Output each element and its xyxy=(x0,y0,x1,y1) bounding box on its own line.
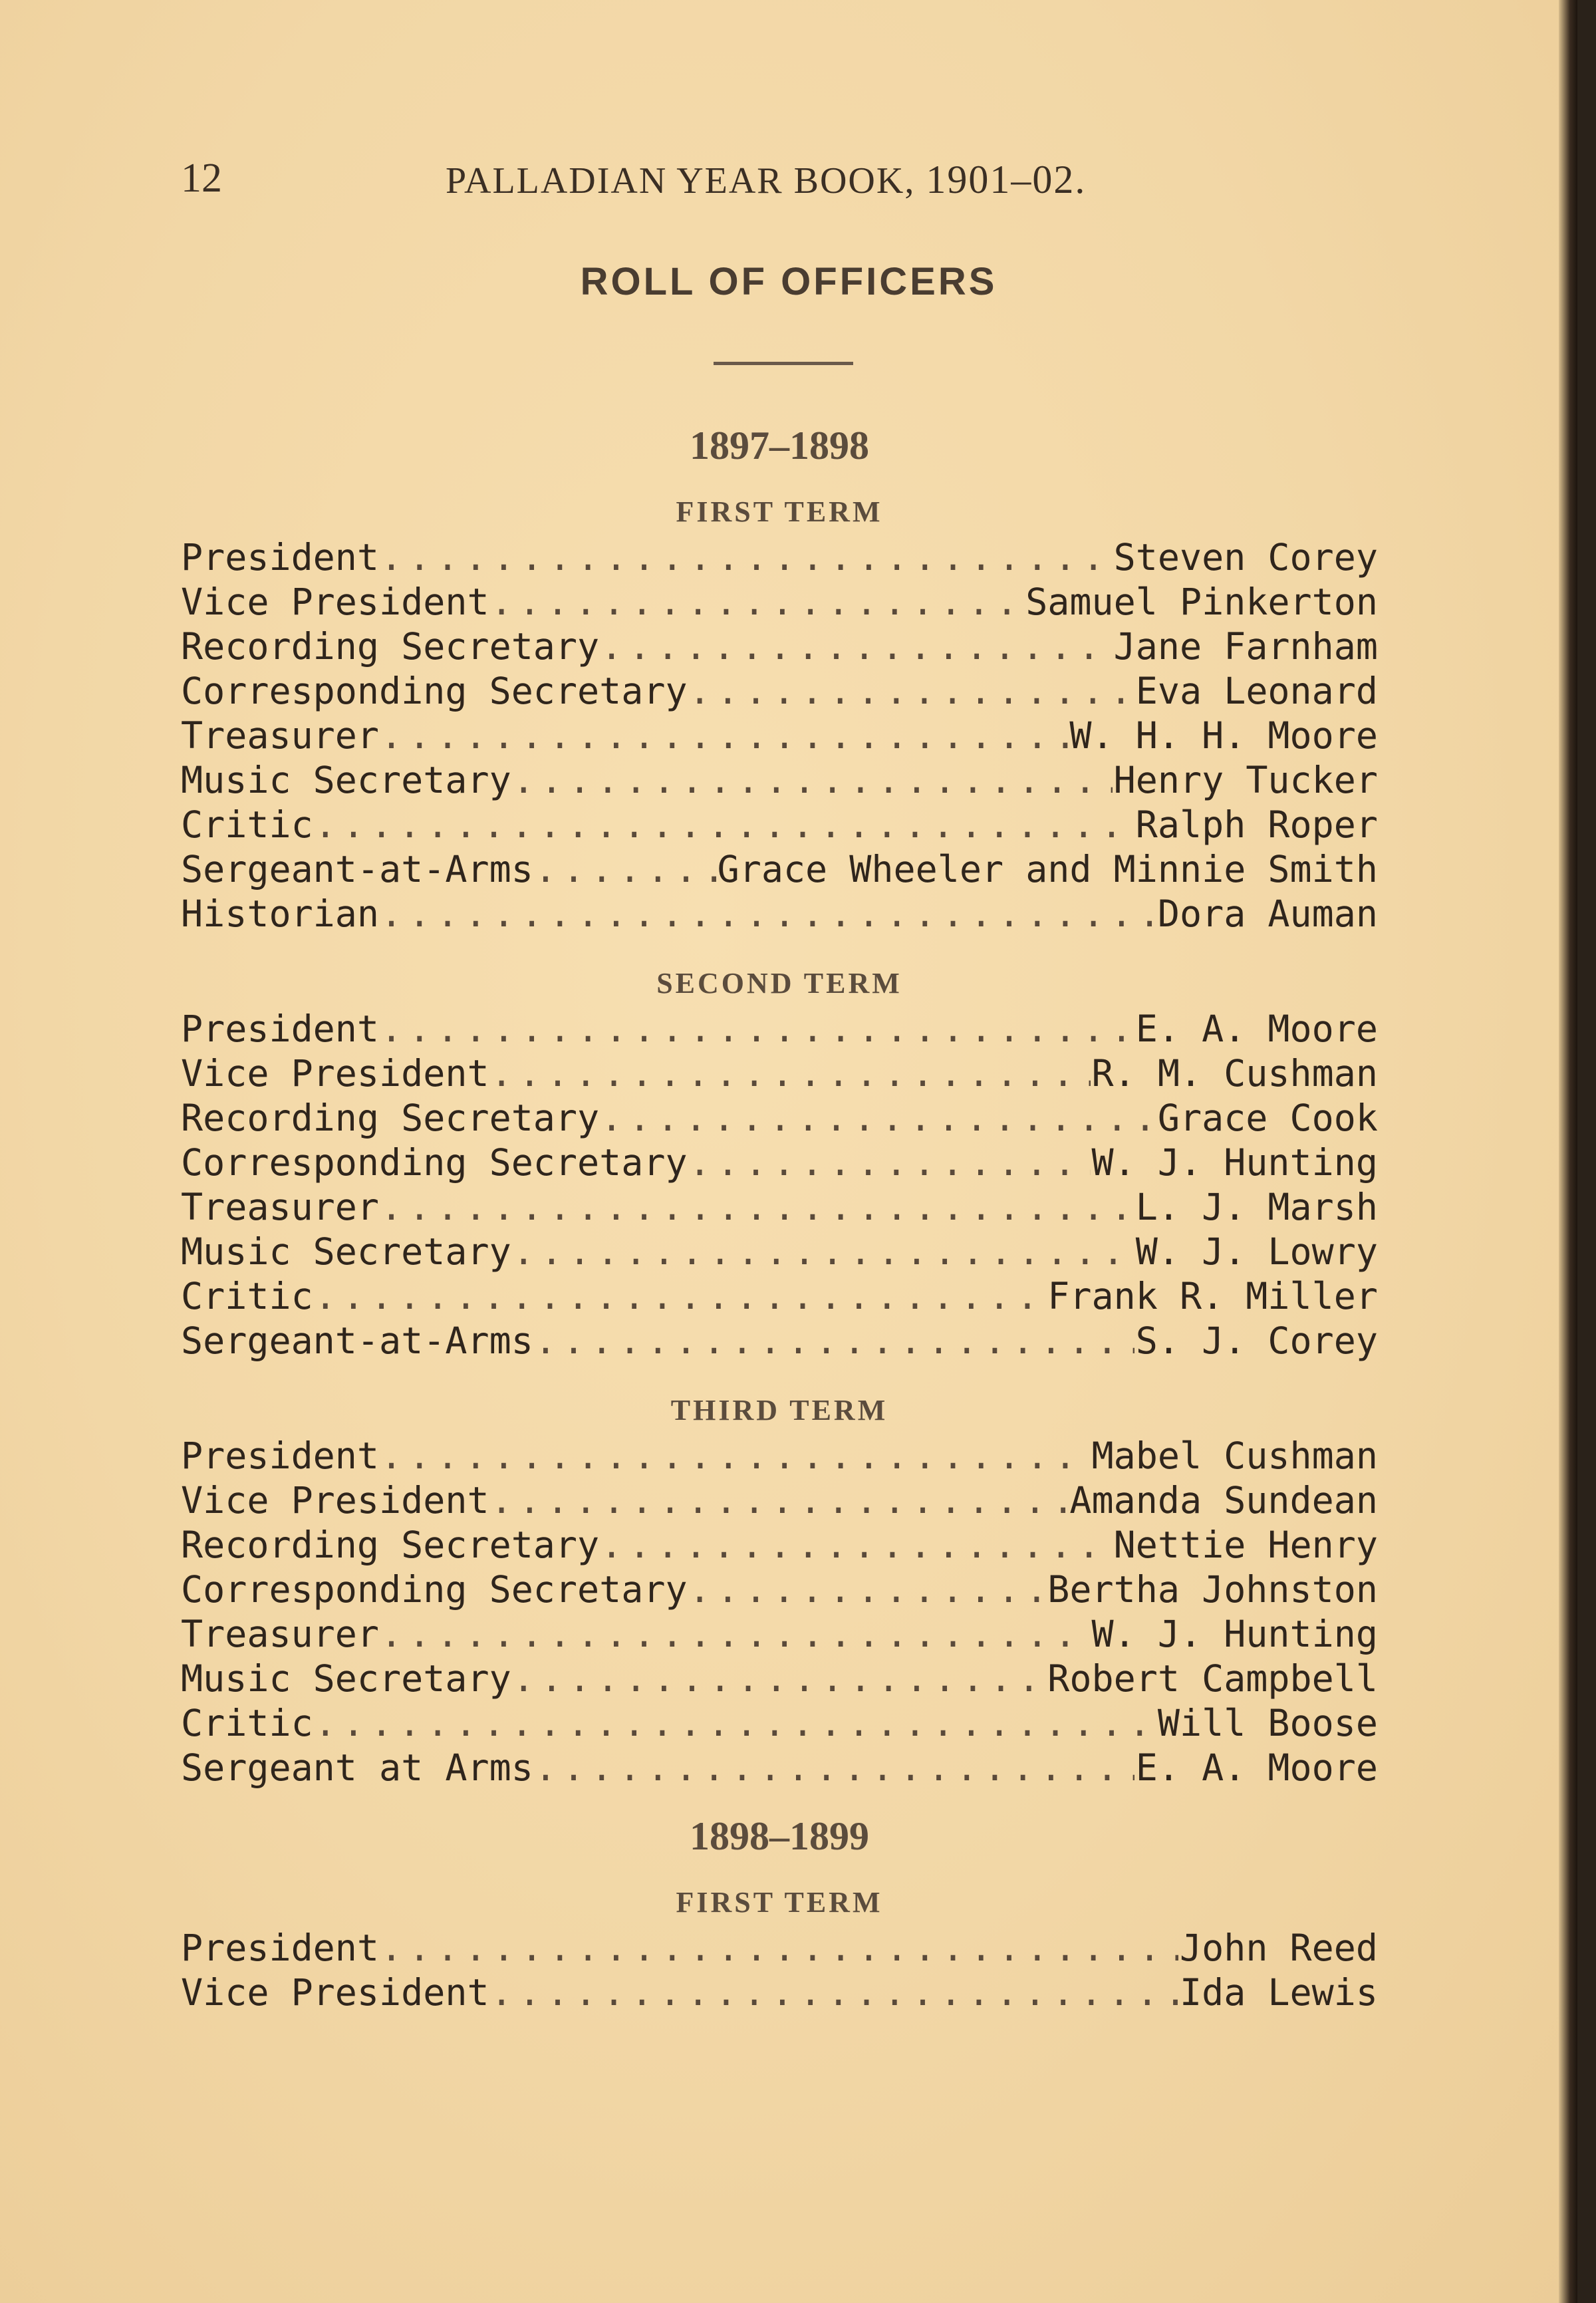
running-head-year: 1901–02. xyxy=(926,158,1087,202)
officer-roll xyxy=(181,409,1378,2015)
officer-entry xyxy=(181,1096,1378,1141)
officer-name: Ida Lewis xyxy=(1179,1971,1378,2014)
officer-entry xyxy=(181,580,1378,624)
running-head-title: PALLADIAN YEAR BOOK, xyxy=(446,160,916,202)
officer-name: Robert Campbell xyxy=(1047,1657,1378,1700)
dot-leader xyxy=(535,847,716,892)
officer-list xyxy=(181,535,1378,936)
officer-entry xyxy=(181,758,1378,803)
year-heading: 1897–1898 xyxy=(690,424,869,468)
dot-leader xyxy=(513,1230,1134,1274)
officer-entry xyxy=(181,1567,1378,1612)
office-title: Vice President xyxy=(181,1479,489,1522)
office-title: Music Secretary xyxy=(181,759,511,801)
dot-leader xyxy=(689,1141,1091,1185)
dot-leader xyxy=(315,1701,1156,1746)
officer-name: E. A. Moore xyxy=(1135,1008,1378,1050)
officer-entry xyxy=(181,1319,1378,1363)
officer-entry xyxy=(181,669,1378,714)
term-heading: THIRD TERM xyxy=(670,1394,888,1426)
officer-name: Jane Farnham xyxy=(1113,625,1378,668)
officer-entry xyxy=(181,803,1378,847)
officer-entry xyxy=(181,1612,1378,1657)
officer-name: S. J. Corey xyxy=(1135,1319,1378,1362)
dot-leader xyxy=(380,1612,1091,1657)
officer-name: Mabel Cushman xyxy=(1091,1434,1378,1477)
officer-name: W. H. H. Moore xyxy=(1069,714,1378,757)
page-number: 12 xyxy=(181,156,222,201)
office-title: President xyxy=(181,1434,380,1477)
officer-entry xyxy=(181,1185,1378,1230)
office-title: Corresponding Secretary xyxy=(181,1141,688,1184)
dot-leader xyxy=(689,1567,1047,1612)
office-title: Recording Secretary xyxy=(181,1097,600,1139)
officer-name: W. J. Hunting xyxy=(1091,1613,1378,1655)
office-title: Music Secretary xyxy=(181,1230,511,1273)
office-title: Vice President xyxy=(181,581,489,623)
officer-entry xyxy=(181,714,1378,758)
officer-entry xyxy=(181,1657,1378,1701)
officer-name: Frank R. Miller xyxy=(1047,1275,1378,1317)
dot-leader xyxy=(600,624,1112,669)
dot-leader xyxy=(513,1657,1047,1701)
officer-list xyxy=(181,1926,1378,2015)
dot-leader xyxy=(380,1007,1134,1051)
officer-list xyxy=(181,1434,1378,1790)
dot-leader xyxy=(315,1274,1047,1319)
dot-leader xyxy=(380,535,1113,580)
dot-leader xyxy=(491,580,1025,624)
office-title: Music Secretary xyxy=(181,1657,511,1700)
officer-name: W. J. Hunting xyxy=(1091,1141,1378,1184)
office-title: Treasurer xyxy=(181,714,380,757)
dot-leader xyxy=(380,714,1068,758)
officer-name: Eva Leonard xyxy=(1135,670,1378,712)
office-title: Sergeant at Arms xyxy=(181,1746,533,1789)
office-title: Sergeant-at-Arms xyxy=(181,848,533,890)
officer-name: E. A. Moore xyxy=(1135,1746,1378,1789)
office-title: Recording Secretary xyxy=(181,1524,600,1566)
dot-leader xyxy=(380,892,1156,936)
office-title: Treasurer xyxy=(181,1186,380,1228)
officer-entry xyxy=(181,624,1378,669)
officer-name: John Reed xyxy=(1179,1927,1378,1969)
book-spine-edge xyxy=(1559,0,1577,2303)
officer-entry xyxy=(181,1478,1378,1523)
officer-entry xyxy=(181,1051,1378,1096)
dot-leader xyxy=(380,1185,1134,1230)
term-gap xyxy=(181,936,1378,954)
office-title: President xyxy=(181,536,380,579)
term-heading: FIRST TERM xyxy=(676,495,883,528)
officer-name: Bertha Johnston xyxy=(1047,1568,1378,1611)
officer-entry xyxy=(181,847,1378,892)
office-title: Sergeant-at-Arms xyxy=(181,1319,533,1362)
dot-leader xyxy=(535,1746,1134,1790)
office-title: Treasurer xyxy=(181,1613,380,1655)
officer-entry xyxy=(181,892,1378,936)
dot-leader xyxy=(491,1970,1178,2015)
officer-name: W. J. Lowry xyxy=(1135,1230,1378,1273)
officer-name: Ralph Roper xyxy=(1135,803,1378,846)
dot-leader xyxy=(600,1096,1156,1141)
officer-name: Steven Corey xyxy=(1113,536,1378,579)
officer-entry xyxy=(181,1926,1378,1970)
officer-entry xyxy=(181,1274,1378,1319)
office-title: Critic xyxy=(181,1702,313,1744)
office-title: Recording Secretary xyxy=(181,625,600,668)
officer-list xyxy=(181,1007,1378,1363)
dot-leader xyxy=(689,669,1134,714)
officer-name: Amanda Sundean xyxy=(1069,1479,1378,1522)
dot-leader xyxy=(491,1478,1069,1523)
officer-entry xyxy=(181,1141,1378,1185)
office-title: President xyxy=(181,1927,380,1969)
officer-name: Will Boose xyxy=(1157,1702,1378,1744)
year-heading: 1898–1899 xyxy=(690,1814,869,1858)
officer-entry xyxy=(181,1523,1378,1567)
dot-leader xyxy=(535,1319,1134,1363)
office-title: President xyxy=(181,1008,380,1050)
term-gap xyxy=(181,1363,1378,1381)
officer-entry xyxy=(181,1007,1378,1051)
dot-leader xyxy=(380,1434,1091,1478)
office-title: Historian xyxy=(181,892,380,935)
title-rule xyxy=(714,362,853,365)
office-title: Vice President xyxy=(181,1971,489,2014)
page-title: ROLL OF OFFICERS xyxy=(580,260,998,303)
officer-name: Dora Auman xyxy=(1157,892,1378,935)
term-heading: SECOND TERM xyxy=(656,967,902,1000)
officer-name: Samuel Pinkerton xyxy=(1025,581,1378,623)
officer-name: L. J. Marsh xyxy=(1135,1186,1378,1228)
officer-entry xyxy=(181,1970,1378,2015)
office-title: Critic xyxy=(181,803,313,846)
officer-entry xyxy=(181,535,1378,580)
term-heading: FIRST TERM xyxy=(676,1886,883,1919)
officer-entry xyxy=(181,1434,1378,1478)
office-title: Vice President xyxy=(181,1052,489,1095)
dot-leader xyxy=(315,803,1134,847)
dot-leader xyxy=(380,1926,1178,1970)
officer-name: Nettie Henry xyxy=(1113,1524,1378,1566)
dot-leader xyxy=(491,1051,1091,1096)
officer-entry xyxy=(181,1230,1378,1274)
officer-name: Henry Tucker xyxy=(1113,759,1378,801)
running-head xyxy=(446,153,1086,207)
officer-entry xyxy=(181,1746,1378,1790)
officer-name: R. M. Cushman xyxy=(1091,1052,1378,1095)
officer-name: Grace Cook xyxy=(1157,1097,1378,1139)
office-title: Corresponding Secretary xyxy=(181,1568,688,1611)
officer-name: Grace Wheeler and Minnie Smith xyxy=(717,848,1378,890)
office-title: Corresponding Secretary xyxy=(181,670,688,712)
office-title: Critic xyxy=(181,1275,313,1317)
officer-entry xyxy=(181,1701,1378,1746)
dot-leader xyxy=(513,758,1113,803)
dot-leader xyxy=(600,1523,1112,1567)
